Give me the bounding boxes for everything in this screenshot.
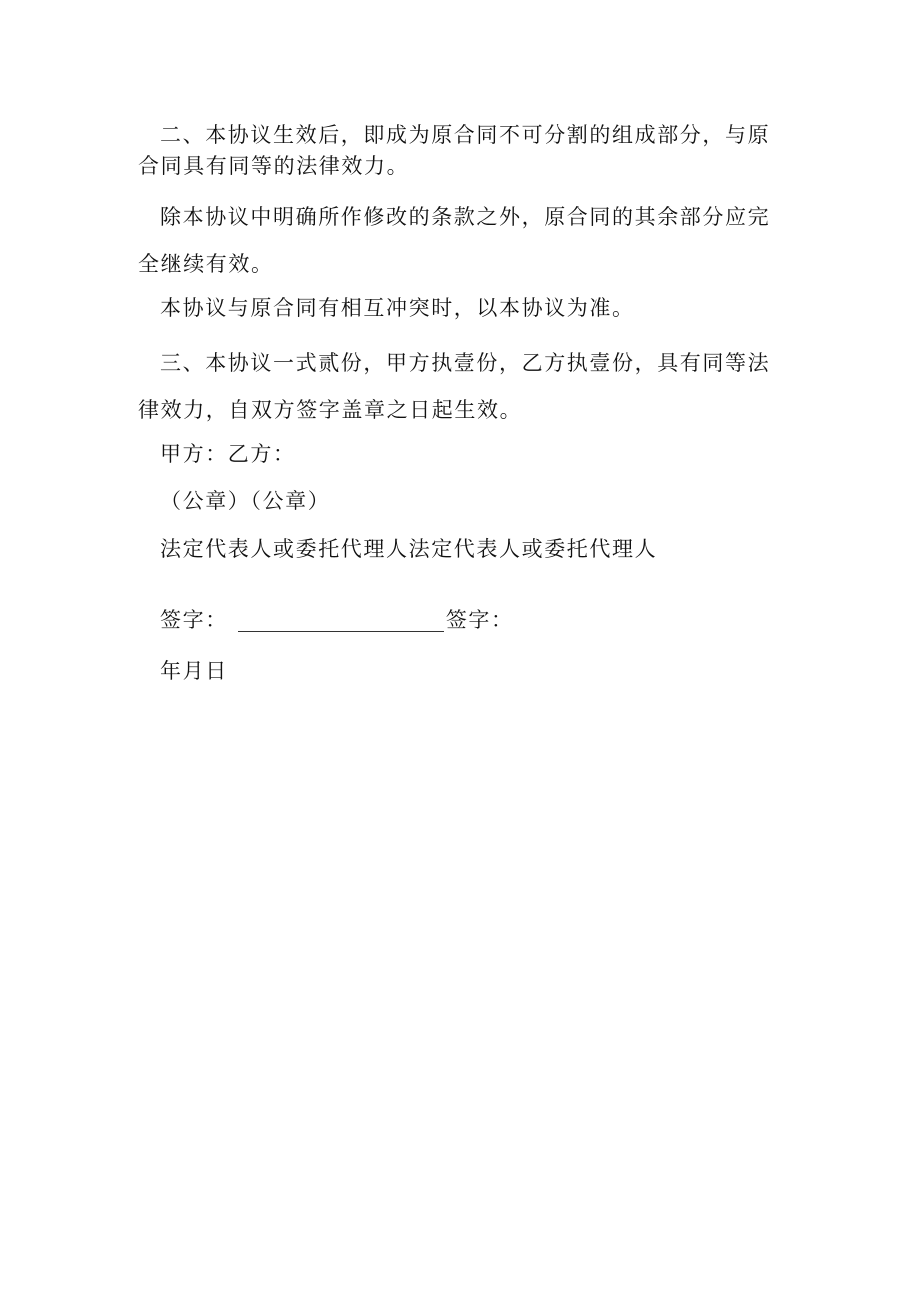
conflict-clause-paragraph: 本协议与原合同有相互冲突时，以本协议为准。 bbox=[160, 296, 635, 320]
date-line: 年月日 bbox=[160, 659, 228, 683]
signature-row bbox=[160, 604, 514, 636]
representatives-line: 法定代表人或委托代理人法定代表人或委托代理人 bbox=[160, 537, 658, 561]
seals-line: （公章）（公章） bbox=[160, 489, 331, 513]
article-3-paragraph: 三、本协议一式贰份，甲方执壹份，乙方执壹份，具有同等法律效力，自双方签字盖章之日起生效。 bbox=[138, 351, 771, 422]
signature-label-party-b: 签字： bbox=[445, 608, 514, 632]
except-clause-paragraph: 除本协议中明确所作修改的条款之外，原合同的其余部分应完全继续有效。 bbox=[138, 205, 771, 276]
signature-blank-line bbox=[238, 607, 444, 632]
parties-line: 甲方：乙方： bbox=[160, 442, 296, 466]
signature-label-party-a: 签字： bbox=[160, 608, 228, 632]
article-2-paragraph: 二、本协议生效后，即成为原合同不可分割的组成部分，与原合同具有同等的法律效力。 bbox=[138, 123, 771, 178]
